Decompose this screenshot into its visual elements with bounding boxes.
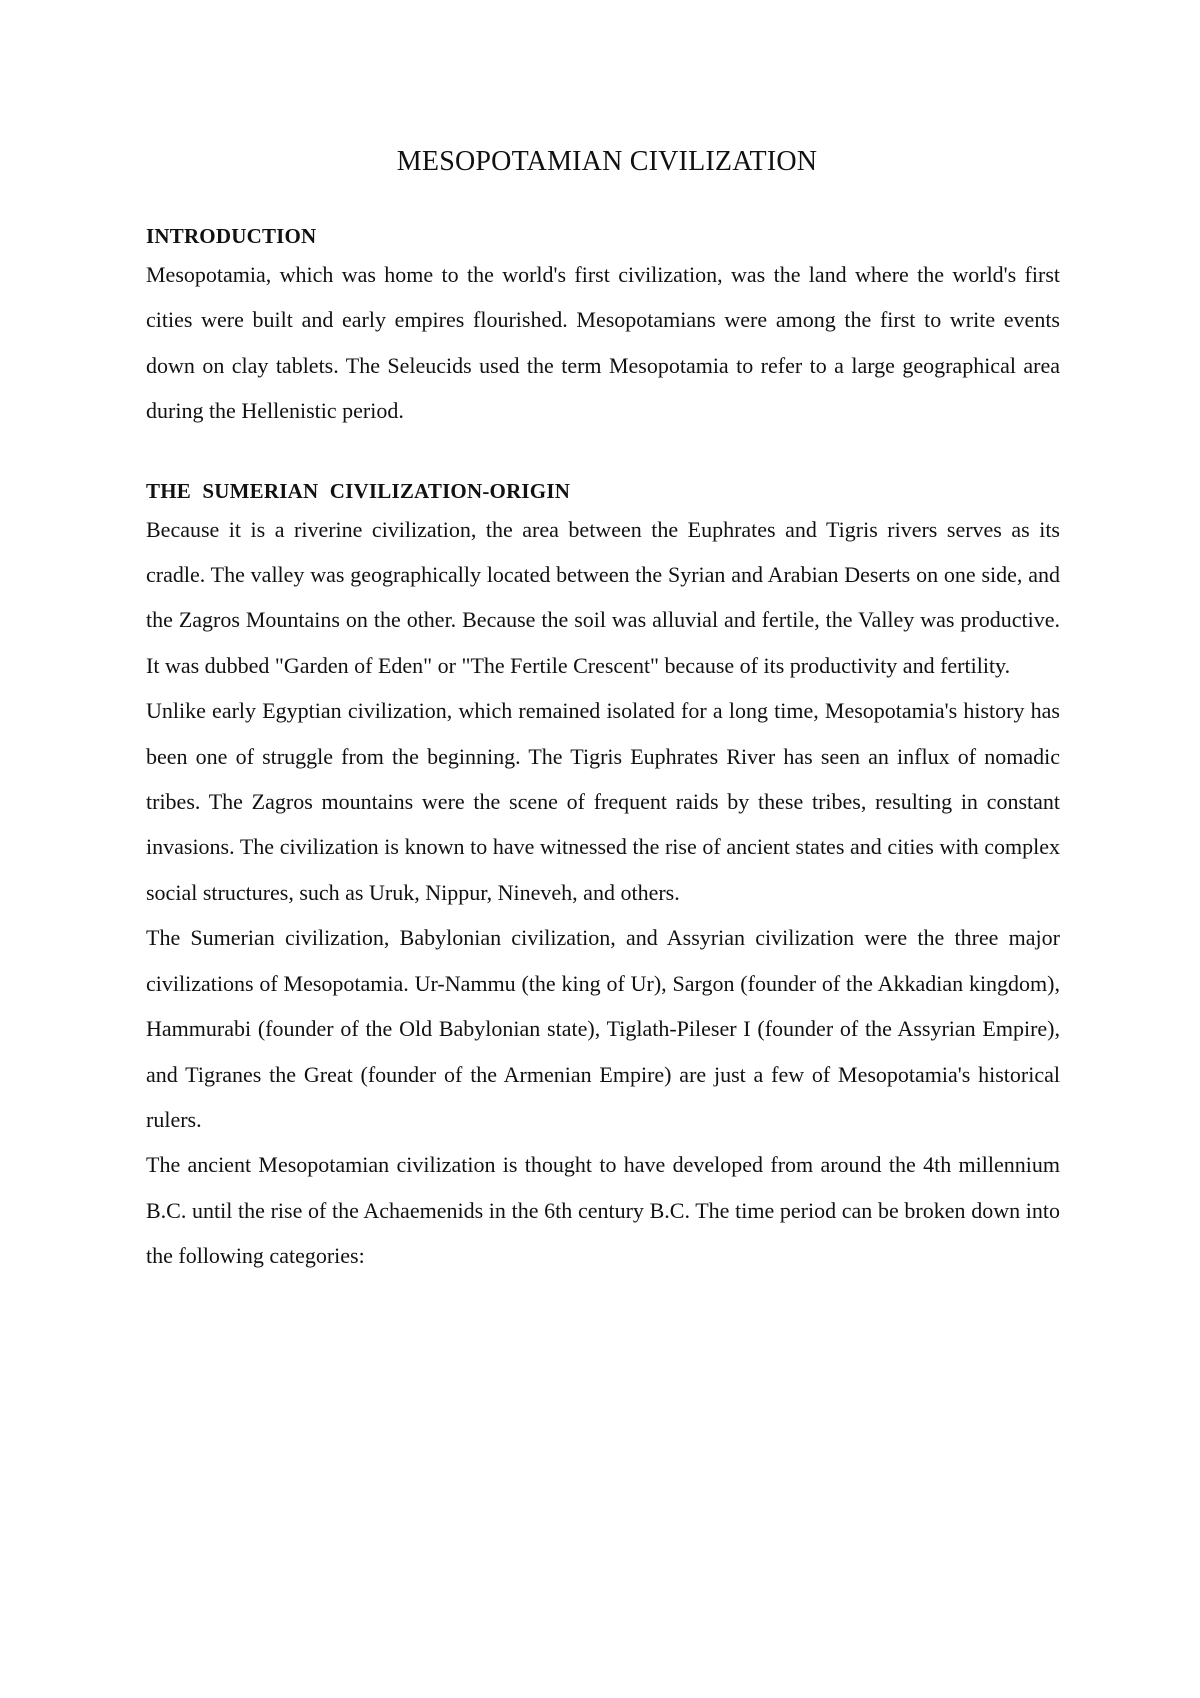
paragraph-introduction: Mesopotamia, which was home to the world's first civilization, was the land where the world's first cities were built and early empires flourished. Mesopotamians were among the first to write events down on clay tablets. The Seleucids used the term Mesopotamia to refer to a large geographical area during the Hellenistic period. [146, 262, 1060, 424]
paragraph-struggle-history: Unlike early Egyptian civilization, which remained isolated for a long time, Mesopotamia's history has been one of struggle from the beginning. The Tigris Euphrates River has seen an influx of nomadic tribes. The Zagros mountains were the scene of frequent raids by these tribes, resulting in constant invasions. The civilization is known to have witnessed the rise of ancient states and cities with complex social structures, such as Uruk, Nippur, Nineveh, and others. [146, 698, 1060, 905]
document-page [146, 140, 1060, 1279]
paragraph-time-period: The ancient Mesopotamian civilization is thought to have developed from around the 4th millennium B.C. until the rise of the Achaemenids in the 6th century B.C. The time period can be broken down into the following categories: [146, 1152, 1060, 1269]
section-heading-sumerian-origin: THE SUMERIAN CIVILIZATION-ORIGIN [146, 478, 571, 503]
paragraph-riverine-cradle: Because it is a riverine civilization, the area between the Euphrates and Tigris rivers serves as its cradle. The valley was geographically located between the Syrian and Arabian Deserts on one side, and the Zagros Mountains on the other. Because the soil was alluvial and fertile, the Valley was productive. It was dubbed "Garden of Eden" or "The Fertile Crescent" because of its productivity and fertility. [146, 516, 1060, 678]
section-heading-introduction: INTRODUCTION [146, 224, 317, 248]
paragraph-major-civilizations: The Sumerian civilization, Babylonian civilization, and Assyrian civilization were the three major civilizations of Mesopotamia. Ur-Nammu (the king of Ur), Sargon (founder of the Akkadian kingdom), Hammurabi (founder of the Old Babylonian state), Tiglath-Pileser I (founder of the Assyrian Empire), and Tigranes the Great (founder of the Armenian Empire) are just a few of Mesopotamia's historical rulers. [146, 925, 1060, 1132]
document-title: MESOPOTAMIAN CIVILIZATION [396, 146, 818, 177]
